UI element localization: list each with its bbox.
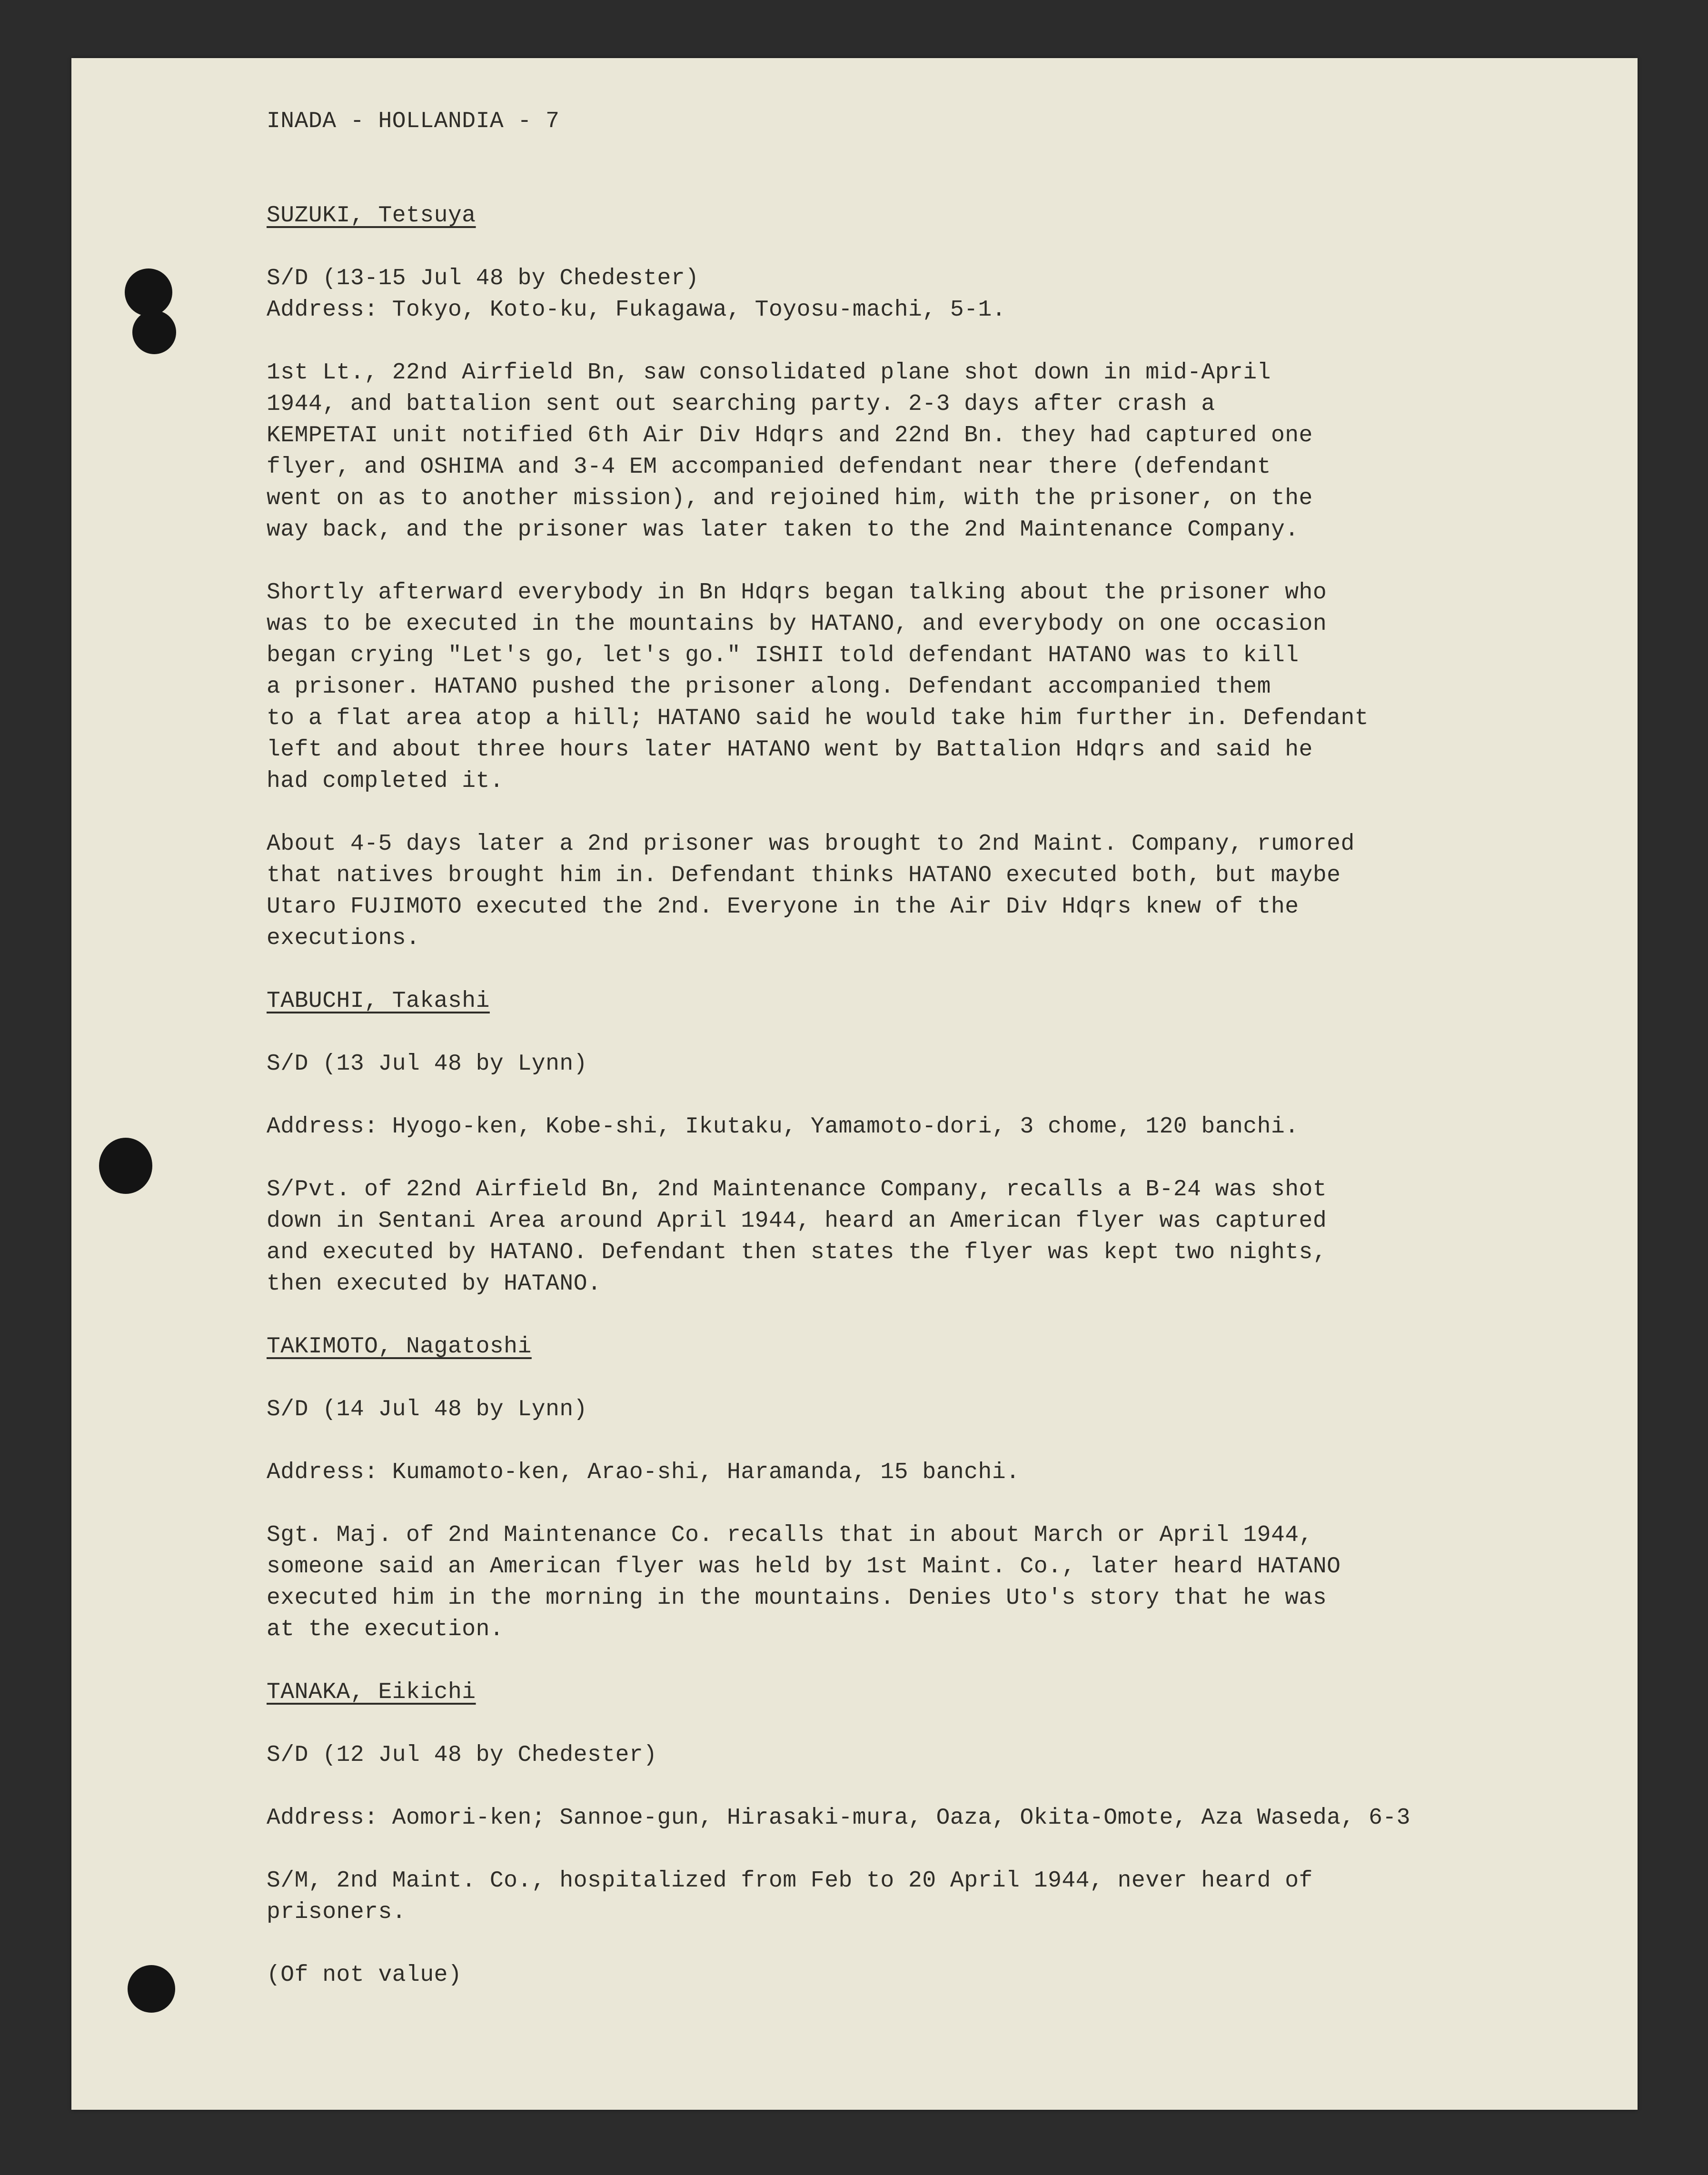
witness-name: SUZUKI, Tetsuya [267,203,476,228]
punch-hole [99,1138,152,1194]
statement-paragraph: Shortly afterward everybody in Bn Hdqrs began talking about the prisoner who was to be executed in the mountains by HATANO, and everybody on one occasion began crying "Let's go, let's go." ISHII told defendant HATANO was to kill a prisoner. HATANO pushed the prisoner along. Defendant accompanied them to a flat area atop a hill; HATANO said he would take him further in. Defendant left and about three hours later HATANO went by Battalion Hdqrs and said he had completed it. [267,580,1369,794]
statement-date: S/D (13 Jul 48 by Lynn) [267,1051,588,1077]
punch-hole [132,310,176,354]
statement-paragraph: Sgt. Maj. of 2nd Maintenance Co. recalls that in about March or April 1944, someone said an American flyer was held by 1st Maint. Co., later heard HATANO executed him in the morning in the mountains. Denies Uto's story that he was at the execution. [267,1522,1341,1642]
witness-entry [267,1331,1657,1645]
witness-address: Address: Kumamoto-ken, Arao-shi, Haramanda, 15 banchi. [267,1460,1020,1485]
statement-paragraph: S/M, 2nd Maint. Co., hospitalized from Feb to 20 April 1944, never heard of prisoners. [267,1868,1313,1925]
statement-date: S/D (14 Jul 48 by Lynn) [267,1397,588,1422]
document-page [71,58,1638,2110]
witness-name: TABUCHI, Takashi [267,988,490,1014]
statement-paragraph: S/Pvt. of 22nd Airfield Bn, 2nd Maintenance Company, recalls a B-24 was shot down in Sentani Area around April 1944, heard an American flyer was captured and executed by HATANO. Defendant then states the flyer was kept two nights, then executed by HATANO. [267,1177,1327,1297]
punch-hole [125,268,172,316]
witness-entry [267,1677,1657,1991]
witness-address: Address: Hyogo-ken, Kobe-shi, Ikutaku, Yamamoto-dori, 3 chome, 120 banchi. [267,1114,1299,1140]
statement-date: S/D (12 Jul 48 by Chedester) [267,1742,657,1768]
witness-name: TAKIMOTO, Nagatoshi [267,1334,532,1360]
witness-address: Address: Aomori-ken; Sannoe-gun, Hirasaki-mura, Oaza, Okita-Omote, Aza Waseda, 6-3 [267,1805,1410,1831]
punch-hole [128,1965,175,2013]
document-body [267,106,1657,1991]
statement-paragraph: 1st Lt., 22nd Airfield Bn, saw consolidated plane shot down in mid-April 1944, and battalion sent out searching party. 2-3 days after crash a KEMPETAI unit notified 6th Air Div Hdqrs and 22nd Bn. they had captured one flyer, and OSHIMA and 3-4 EM accompanied defendant near there (defendant went on as to another mission), and rejoined him, with the prisoner, on the way back, and the prisoner was later taken to the 2nd Maintenance Company. [267,360,1313,543]
statement-date: S/D (13-15 Jul 48 by Chedester) [267,266,699,291]
witness-entry [267,985,1657,1300]
statement-note: (Of not value) [267,1962,462,1988]
witness-name: TANAKA, Eikichi [267,1679,476,1705]
statement-paragraph: About 4-5 days later a 2nd prisoner was brought to 2nd Maint. Company, rumored that natives brought him in. Defendant thinks HATANO executed both, but maybe Utaro FUJIMOTO executed the 2nd. Everyone in the Air Div Hdqrs knew of the executions. [267,831,1355,951]
running-header: INADA - HOLLANDIA - 7 [267,109,560,134]
witness-entry [267,200,1657,954]
witness-address: Address: Tokyo, Koto-ku, Fukagawa, Toyosu-machi, 5-1. [267,297,1006,323]
